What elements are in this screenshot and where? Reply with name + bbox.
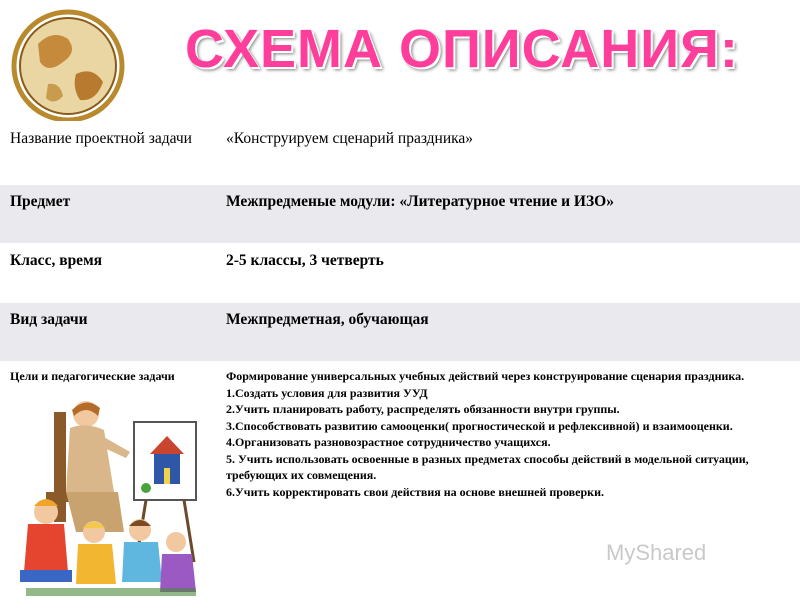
- goal-line: 4.Организовать разновозрастное сотрудничество учащихся.: [226, 434, 790, 451]
- row-value: [216, 303, 800, 362]
- table-row: [0, 303, 800, 362]
- watermark-text: MyShared: [606, 540, 706, 566]
- label-text: Предмет: [10, 191, 206, 213]
- row-label: [0, 185, 216, 244]
- value-text: «Конструируем сценарий праздника»: [226, 128, 790, 150]
- goal-line: 5. Учить использовать освоенные в разных предметах способы действий в модельной ситуации, требующих их совмещения.: [226, 451, 790, 484]
- table-row: [0, 244, 800, 303]
- row-value: [216, 122, 800, 185]
- teacher-children-image: [6, 392, 206, 600]
- value-text: Межпредметная, обучающая: [226, 309, 790, 331]
- row-label: [0, 122, 216, 185]
- goal-line: 6.Учить корректировать свои действия на основе внешней проверки.: [226, 484, 790, 501]
- goal-line: 1.Создать условия для развития УУД: [226, 385, 790, 402]
- goal-line: 2.Учить планировать работу, распределять обязанности внутри группы.: [226, 401, 790, 418]
- label-text: Название проектной задачи: [10, 128, 206, 150]
- goals-list: [226, 368, 790, 500]
- row-value: [216, 362, 800, 608]
- goal-line: 3.Способствовать развитию самооценки( прогностической и рефлексивной) и взаимооценки.: [226, 418, 790, 435]
- table-row: [0, 185, 800, 244]
- value-text: Межпредменые модули: «Литературное чтение и ИЗО»: [226, 191, 790, 213]
- label-text: Вид задачи: [10, 309, 206, 331]
- row-label: [0, 303, 216, 362]
- row-value: [216, 244, 800, 303]
- value-text: 2-5 классы, 3 четверть: [226, 250, 790, 272]
- page-title: СХЕМА ОПИСАНИЯ:: [185, 18, 739, 80]
- label-text: Цели и педагогические задачи: [10, 368, 206, 385]
- table-row: [0, 122, 800, 185]
- row-value: [216, 185, 800, 244]
- goal-line: Формирование универсальных учебных действий через конструирование сценария праздника.: [226, 368, 790, 385]
- label-text: Класс, время: [10, 250, 206, 272]
- row-label: [0, 244, 216, 303]
